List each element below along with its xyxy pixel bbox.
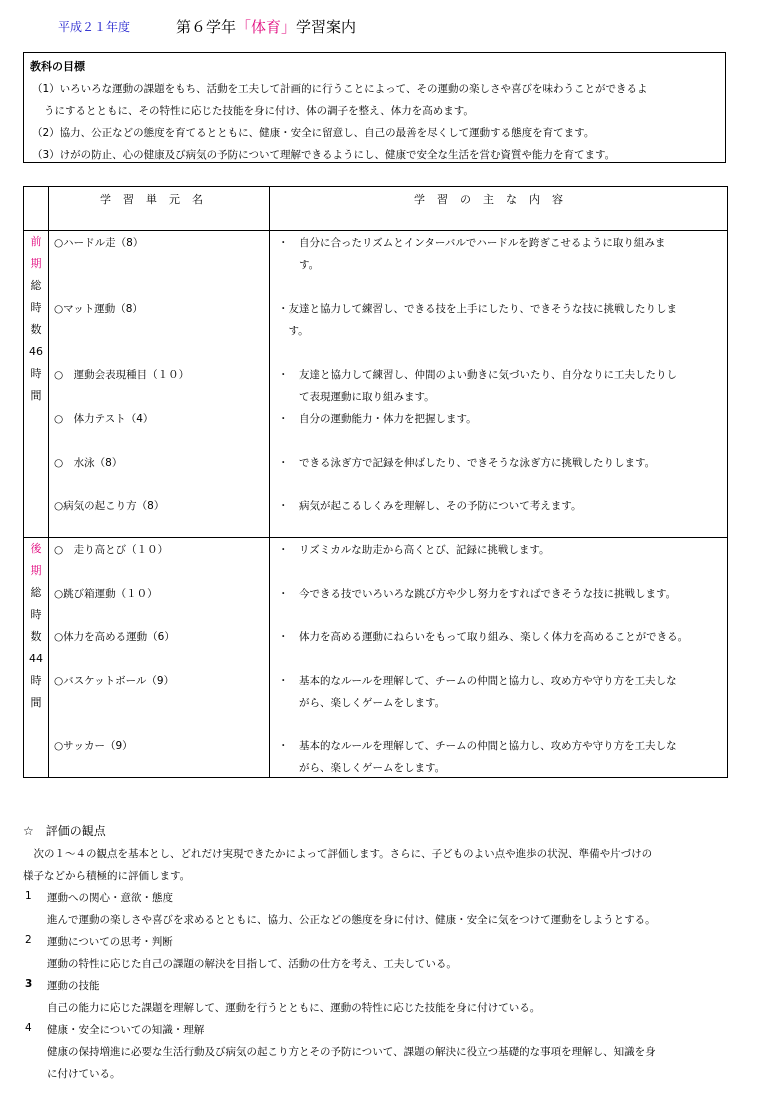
evaluation-intro: 様子などから積極的に評価します。	[23, 870, 191, 882]
criterion-description: 進んで運動の楽しさや喜びを求めるとともに、協力、公正などの態度を身に付け、健康・安全に気をつけて運動をしようとする。	[47, 914, 656, 926]
criterion-number: 4	[25, 1022, 32, 1034]
goal-line: （1）いろいろな運動の課題をもち、活動を工夫して計画的に行うことによって、その運動の楽しさや喜びを味わうことができるよ	[32, 83, 648, 95]
unit-name: ○ 走り高とび（１０）	[54, 544, 169, 556]
term-char: 期	[30, 564, 42, 577]
unit-content: て表現運動に取り組みます。	[278, 391, 435, 403]
criterion-title: 運動への関心・意欲・態度	[47, 892, 173, 904]
column-header-content: 学習の主な内容	[414, 193, 575, 206]
unit-content: ・ 体力を高める運動にねらいをもって取り組み、楽しく体力を高めることができる。	[278, 631, 689, 643]
unit-name: ○ 水泳（8）	[54, 457, 123, 469]
unit-content: ・ 自分の運動能力・体力を把握します。	[278, 413, 477, 425]
criterion-number: 2	[25, 934, 32, 946]
term-hours: 44	[29, 652, 43, 665]
table-divider	[24, 230, 727, 231]
term-char: 総	[30, 279, 42, 292]
criterion-description: 運動の特性に応じた自己の課題の解決を目指して、活動の仕方を考え、工夫している。	[47, 958, 457, 970]
term-char: 時	[30, 608, 42, 621]
term-char: 間	[30, 696, 42, 709]
title-grade: 第６学年	[176, 18, 237, 36]
term-char: 後	[30, 542, 42, 555]
unit-content: ・ 友達と協力して練習し、仲間のよい動きに気づいたり、自分なりに工夫したりし	[278, 369, 677, 381]
first-term-label	[24, 231, 48, 407]
term-char: 数	[30, 630, 42, 643]
unit-content: ・友達と協力して練習し、できる技を上手にしたり、できそうな技に挑戦したりしま	[278, 303, 677, 315]
term-char: 前	[30, 235, 42, 248]
unit-content: す。	[278, 259, 320, 271]
unit-content: ・ 今できる技でいろいろな跳び方や少し努力をすればできそうな技に挑戦します。	[278, 588, 677, 600]
criterion-description: 健康の保持増進に必要な生活行動及び病気の起こり方とその予防について、課題の解決に役立つ基礎的な事項を理解し、知識を身	[47, 1046, 656, 1058]
school-year: 平成２１年度	[58, 20, 131, 34]
goal-line: うにするとともに、その特性に応じた技能を身に付け、体の調子を整え、体力を高めます。	[44, 105, 474, 117]
unit-name: ○サッカー（9）	[54, 740, 133, 752]
unit-name: ○ 運動会表現種目（１０）	[54, 369, 190, 381]
unit-content: ・ 自分に合ったリズムとインターバルでハードルを跨ぎこせるように取り組みま	[278, 237, 666, 249]
page-title	[176, 16, 356, 37]
term-hours: 46	[29, 345, 43, 358]
term-char: 期	[30, 257, 42, 270]
title-subject: 「体育」	[236, 18, 297, 36]
term-char: 総	[30, 586, 42, 599]
criterion-description: 自己の能力に応じた課題を理解して、運動を行うとともに、運動の特性に応じた技能を身に付けている。	[47, 1002, 541, 1014]
unit-name: ○病気の起こり方（8）	[54, 500, 165, 512]
unit-name: ○体力を高める運動（6）	[54, 631, 175, 643]
column-header-unit: 学習単元名	[100, 193, 215, 206]
unit-content: がら、楽しくゲームをします。	[278, 697, 446, 709]
unit-content: ・ できる泳ぎ方で記録を伸ばしたり、できそうな泳ぎ方に挑戦したりします。	[278, 457, 656, 469]
term-char: 時	[30, 367, 42, 380]
unit-name: ○マット運動（8）	[54, 303, 143, 315]
page-header	[0, 16, 770, 38]
unit-name: ○ 体力テスト（4）	[54, 413, 154, 425]
unit-content: ・ 病気が起こるしくみを理解し、その予防について考えます。	[278, 500, 582, 512]
unit-content: ・ リズミカルな助走から高くとび、記録に挑戦します。	[278, 544, 550, 556]
unit-name: ○跳び箱運動（１０）	[54, 588, 158, 600]
term-char: 時	[30, 674, 42, 687]
term-char: 数	[30, 323, 42, 336]
criterion-number: 1	[25, 890, 32, 902]
evaluation-intro: 次の１～４の観点を基本とし、どれだけ実現できたかによって評価します。さらに、子どものよい点や進歩の状況、準備や片づけの	[23, 848, 653, 860]
unit-content: ・ 基本的なルールを理解して、チームの仲間と協力し、攻め方や守り方を工夫しな	[278, 740, 677, 752]
unit-name: ○ハードル走（8）	[54, 237, 144, 249]
unit-content: ・ 基本的なルールを理解して、チームの仲間と協力し、攻め方や守り方を工夫しな	[278, 675, 677, 687]
term-char: 時	[30, 301, 42, 314]
subject-goals-box	[23, 52, 726, 163]
criterion-description: に付けている。	[47, 1068, 121, 1080]
unit-content: す。	[278, 325, 309, 337]
criterion-title: 運動についての思考・判断	[47, 936, 173, 948]
table-divider	[24, 537, 727, 538]
criterion-title: 運動の技能	[47, 980, 100, 992]
second-term-label	[24, 538, 48, 714]
curriculum-table	[23, 186, 728, 778]
criterion-title: 健康・安全についての知識・理解	[47, 1024, 205, 1036]
unit-name: ○バスケットボール（9）	[54, 675, 175, 687]
goals-heading: 教科の目標	[30, 60, 85, 73]
criterion-number: 3	[25, 978, 33, 990]
goal-line: （2）協力、公正などの態度を育てるとともに、健康・安全に留意し、自己の最善を尽くして運動する態度を育てます。	[32, 127, 595, 139]
table-divider	[48, 187, 49, 777]
term-char: 間	[30, 389, 42, 402]
table-divider	[269, 187, 270, 777]
evaluation-heading: ☆ 評価の観点	[23, 824, 106, 838]
title-suffix: 学習案内	[296, 18, 357, 36]
goal-line: （3）けがの防止、心の健康及び病気の予防について理解できるようにし、健康で安全な生活を営む資質や能力を育てます。	[32, 149, 616, 161]
unit-content: がら、楽しくゲームをします。	[278, 762, 446, 774]
